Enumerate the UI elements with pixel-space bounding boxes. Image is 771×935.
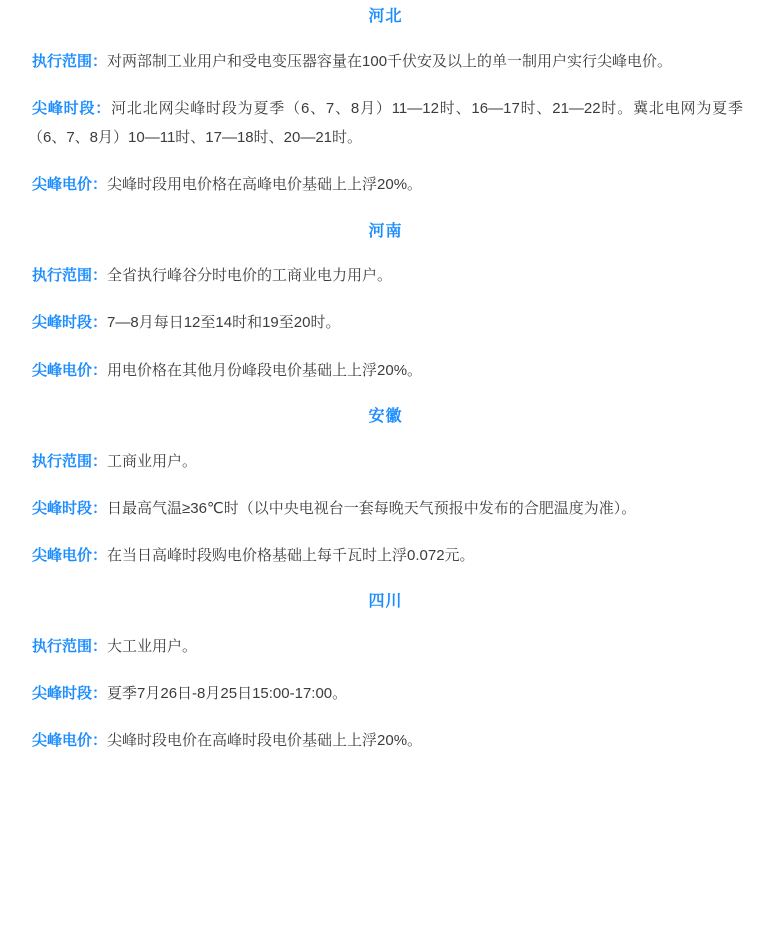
region-title-anhui: 安徽 (368, 407, 403, 425)
scope-text-anhui: 工商业用户。 (107, 452, 198, 470)
price-text-hebei: 尖峰时段用电价格在高峰电价基础上上浮20%。 (107, 176, 423, 194)
period-paragraph-anhui (28, 485, 743, 532)
price-paragraph-anhui (28, 532, 743, 579)
scope-paragraph-sichuan (28, 623, 743, 670)
price-text-henan: 用电价格在其他月份峰段电价基础上上浮20%。 (107, 361, 423, 379)
region-section-sichuan (28, 579, 743, 764)
period-label: 尖峰时段： (32, 685, 108, 703)
price-label: 尖峰电价： (32, 176, 108, 194)
period-text-sichuan: 夏季7月26日-8月25日15:00-17:00。 (107, 685, 348, 703)
region-section-henan (28, 209, 743, 394)
period-paragraph-sichuan (28, 670, 743, 717)
region-title-hebei: 河北 (368, 8, 403, 25)
scope-text-sichuan: 大工业用户。 (107, 637, 198, 655)
price-label: 尖峰电价： (32, 547, 108, 565)
region-section-anhui (28, 394, 743, 579)
scope-label: 执行范围： (32, 452, 108, 470)
scope-label: 执行范围： (32, 267, 108, 285)
price-text-sichuan: 尖峰时段电价在高峰时段电价基础上上浮20%。 (107, 732, 423, 750)
period-text-henan: 7—8月每日12至14时和19至20时。 (107, 314, 341, 332)
scope-text-henan: 全省执行峰谷分时电价的工商业电力用户。 (107, 267, 393, 285)
region-title-sichuan: 四川 (368, 593, 403, 611)
period-label: 尖峰时段： (32, 499, 108, 517)
scope-label: 执行范围： (32, 52, 108, 70)
scope-label: 执行范围： (32, 637, 108, 655)
price-paragraph-sichuan (28, 717, 743, 764)
region-title-henan: 河南 (368, 222, 403, 240)
price-paragraph-henan (28, 347, 743, 394)
period-text-anhui: 日最高气温≥36℃时（以中央电视台一套每晚天气预报中发布的合肥温度为准）。 (107, 499, 637, 517)
period-label: 尖峰时段： (32, 314, 108, 332)
period-paragraph-hebei (28, 85, 743, 162)
price-label: 尖峰电价： (32, 361, 108, 379)
period-text-hebei: 河北北网尖峰时段为夏季（6、7、8月）11—12时、16—17时、21—22时。冀北电网为夏季（6、7、8月）10—11时、17—18时、20—21时。 (28, 99, 743, 147)
region-section-hebei (28, 0, 743, 209)
price-label: 尖峰电价： (32, 732, 108, 750)
scope-paragraph-anhui (28, 438, 743, 485)
scope-text-hebei: 对两部制工业用户和受电变压器容量在100千伏安及以上的单一制用户实行尖峰电价。 (107, 52, 673, 70)
period-paragraph-henan (28, 299, 743, 346)
price-paragraph-hebei (28, 161, 743, 208)
scope-paragraph-henan (28, 252, 743, 299)
period-label: 尖峰时段： (32, 99, 112, 117)
price-text-anhui: 在当日高峰时段购电价格基础上每千瓦时上浮0.072元。 (107, 547, 475, 565)
scope-paragraph-hebei (28, 38, 743, 85)
